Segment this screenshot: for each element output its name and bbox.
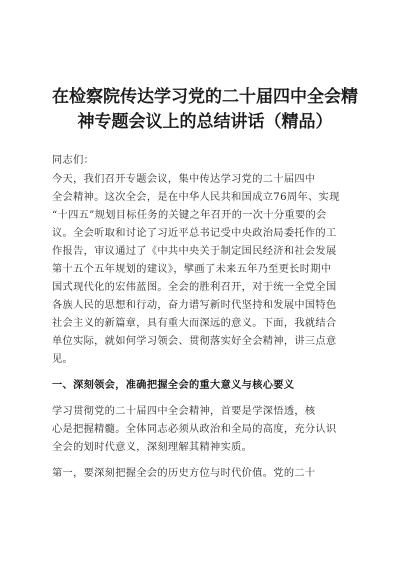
salutation: 同志们： <box>52 155 95 166</box>
body-line: 学习贯彻党的二十届四中全会精神，首要是学深悟透，核 <box>52 406 316 417</box>
body-line: 心是把握精髓。全体同志必须从政治和全局的高度，充分认识 <box>52 424 337 435</box>
body-line: 全会精神。这次全会，是在中华人民共和国成立76周年、实现 <box>52 192 340 203</box>
document-title-line-1: 在检察院传达学习党的二十届四中全会精 <box>52 87 358 107</box>
body-line: 第一，要深刻把握全会的历史方位与时代价值。党的二十 <box>52 468 316 479</box>
body-line: 见。 <box>52 354 74 365</box>
body-line: 作报告，审议通过了《中共中央关于制定国民经济和社会发展 <box>52 246 337 257</box>
body-line: “十四五”规划目标任务的关键之年召开的一次十分重要的会 <box>52 210 327 221</box>
section-heading-1: 一、深刻领会，准确把握全会的重大意义与核心要义 <box>52 380 295 391</box>
body-line: 今天，我们召开专题会议，集中传达学习党的二十届四中 <box>52 174 316 185</box>
body-line: 社会主义的新篇章，具有重大而深远的意义。下面，我就结合 <box>52 318 337 329</box>
body-line: 第十五个五年规划的建议》，擘画了未来五年乃至更长时期中 <box>52 264 332 275</box>
document-title-line-2: 神专题会议上的总结讲话（精品） <box>77 112 333 132</box>
body-line: 各族人民的思想和行动，奋力谱写新时代坚持和发展中国特色 <box>52 300 337 311</box>
body-line: 单位实际，就如何学习领会、贯彻落实好全会精神，讲三点意 <box>52 336 337 347</box>
body-line: 国式现代化的宏伟蓝图。全会的胜利召开，对于统一全党全国 <box>52 282 337 293</box>
body-line: 议。全会听取和讨论了习近平总书记受中央政治局委托作的工 <box>52 228 337 239</box>
body-line: 全会的划时代意义，深刻理解其精神实质。 <box>52 442 253 453</box>
